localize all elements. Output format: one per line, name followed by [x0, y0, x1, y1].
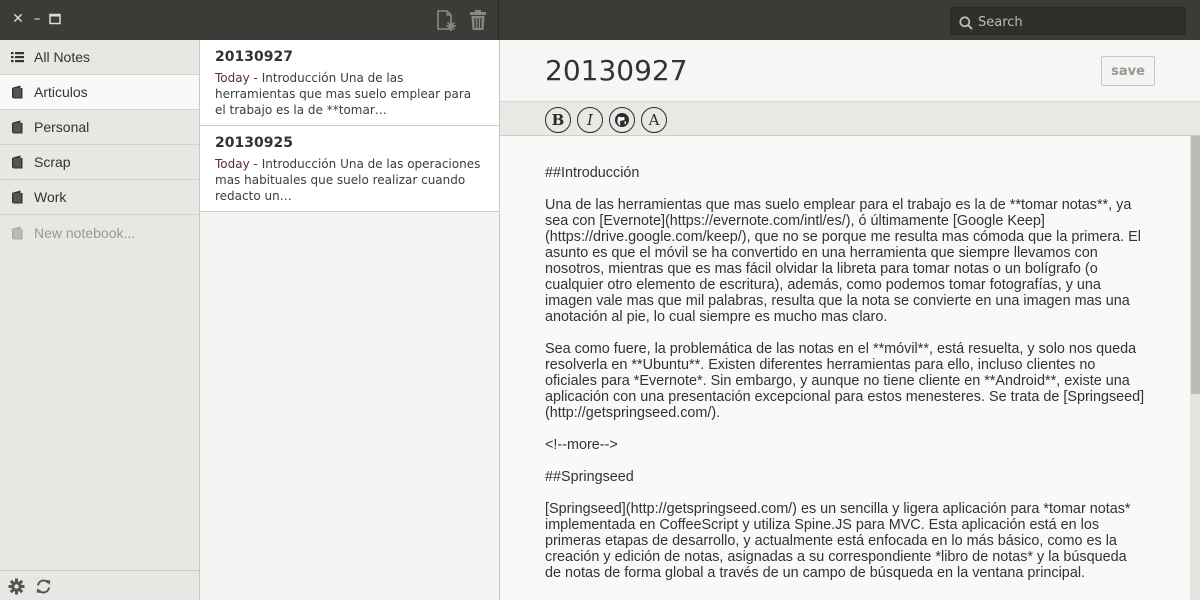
list-icon	[11, 50, 24, 64]
note-list-item[interactable]	[200, 126, 499, 212]
new-note-icon[interactable]	[434, 8, 458, 32]
sidebar-item-personal[interactable]	[0, 110, 199, 145]
sidebar-item-label: Scrap	[34, 154, 71, 170]
scrollbar-thumb[interactable]	[1191, 136, 1200, 394]
font-button[interactable]: A	[641, 107, 667, 133]
note-separator: -	[249, 157, 262, 171]
sidebar-item-label: Work	[34, 189, 67, 205]
sidebar-item-work[interactable]	[0, 180, 199, 215]
note-title: 20130925	[215, 135, 293, 151]
window-minimize-button[interactable]: –	[33, 11, 41, 27]
save-button[interactable]: save	[1101, 56, 1155, 86]
notebook-icon	[11, 120, 24, 134]
notebook-icon	[11, 155, 24, 169]
sidebar-item-label: New notebook...	[34, 224, 136, 241]
note-snippet	[215, 156, 485, 204]
notebook-icon	[11, 226, 24, 240]
editor-header	[500, 40, 1200, 102]
note-list-item[interactable]	[200, 40, 499, 126]
note-body[interactable]	[500, 136, 1190, 600]
note-date: Today	[215, 71, 250, 85]
window-close-button[interactable]: ✕	[12, 11, 24, 27]
body-paragraph: ##Introducción	[545, 165, 640, 181]
italic-button[interactable]: I	[577, 107, 603, 133]
note-body-text[interactable]	[545, 165, 1145, 597]
sidebar-item-scrap[interactable]	[0, 145, 199, 180]
body-paragraph: Una de las herramientas que mas suelo emplear para el trabajo es la de **tomar notas**, ya sea con [Evernote](https://evernote.com/intl/es/), ó últimamente [Google Keep](https://drive.google.com/keep/), que no se porque me resulta mas cómoda que la primera. El asunto es que el móvil se ha convertido en una herramienta que siempre llevamos con nosotros, mientras que es mas fácil olvidar la libreta para tomar notas o un bolígrafo (o cualquier otro elemento de escritura), además, como podemos tomar fotografías, y una imagen vale mas que mil palabras, resulta que la nota se convierte en una imagen mas una anotación al pie, lo cual siempre es mucho mas claro.	[545, 197, 1145, 325]
search-box[interactable]	[950, 7, 1186, 35]
sidebar-item-label: Personal	[34, 119, 90, 135]
sidebar-item-label: All Notes	[34, 49, 91, 65]
sidebar-footer	[0, 570, 199, 600]
body-paragraph: Sea como fuere, la problemática de las notas en el **móvil**, está resuelta, y solo nos queda resolverla en **Ubuntu**. Existen diferentes herramientas para ello, incluso clientes no oficiales para *Evernote*. Sin embargo, y aunque no tiene cliente en **Android**, existe una aplicación con una presentación excepcional para estos menesteres. Se trata de [Springseed](http://getspringseed.com/).	[545, 341, 1145, 421]
top-bar-left	[0, 0, 499, 40]
notebook-sidebar	[0, 40, 200, 600]
body-paragraph: ##Springseed	[545, 469, 634, 485]
note-editor	[500, 40, 1200, 600]
note-title-field[interactable]: 20130927	[545, 54, 688, 87]
sidebar-item-new-notebook[interactable]	[0, 215, 199, 250]
note-title: 20130927	[215, 49, 293, 65]
bold-button[interactable]: B	[545, 107, 571, 133]
window-maximize-button[interactable]	[47, 10, 63, 28]
search-input[interactable]	[978, 12, 1178, 32]
body-paragraph: <!--more-->	[545, 437, 618, 453]
sync-icon[interactable]	[35, 578, 52, 595]
note-date: Today	[215, 157, 250, 171]
top-bar	[0, 0, 1200, 40]
sidebar-item-articulos[interactable]	[0, 75, 199, 110]
link-icon	[614, 112, 630, 128]
search-icon	[959, 15, 973, 29]
notebook-icon	[11, 85, 24, 99]
notebook-icon	[11, 190, 24, 204]
format-toolbar	[500, 102, 1200, 136]
sidebar-item-all-notes[interactable]	[0, 40, 199, 75]
link-button[interactable]	[609, 107, 635, 133]
editor-scrollbar[interactable]	[1190, 136, 1200, 600]
trash-icon[interactable]	[466, 8, 490, 32]
gear-icon[interactable]	[8, 578, 25, 595]
note-excerpt: Introducción Una de las operaciones mas habituales que suelo realizar cuando redacto un…	[215, 157, 481, 203]
note-snippet	[215, 70, 485, 118]
note-list	[200, 40, 500, 600]
note-excerpt: Introducción Una de las herramientas que mas suelo emplear para el trabajo es la de **tomar…	[215, 71, 472, 117]
sidebar-item-label: Articulos	[34, 84, 88, 100]
note-separator: -	[249, 71, 262, 85]
body-paragraph: [Springseed](http://getspringseed.com/) es un sencilla y ligera aplicación para *tomar notas* implementada en CoffeeScript y utiliza Spine.JS para MVC. Esta aplicación está en los primeras etapas de desarrollo, y actualmente está enfocada en lo más básico, como es la creación y edición de notas, asignadas a su correspondiente *libro de notas* y la búsqueda de notas de forma global a través de un campo de búsqueda en la ventana principal.	[545, 501, 1135, 581]
